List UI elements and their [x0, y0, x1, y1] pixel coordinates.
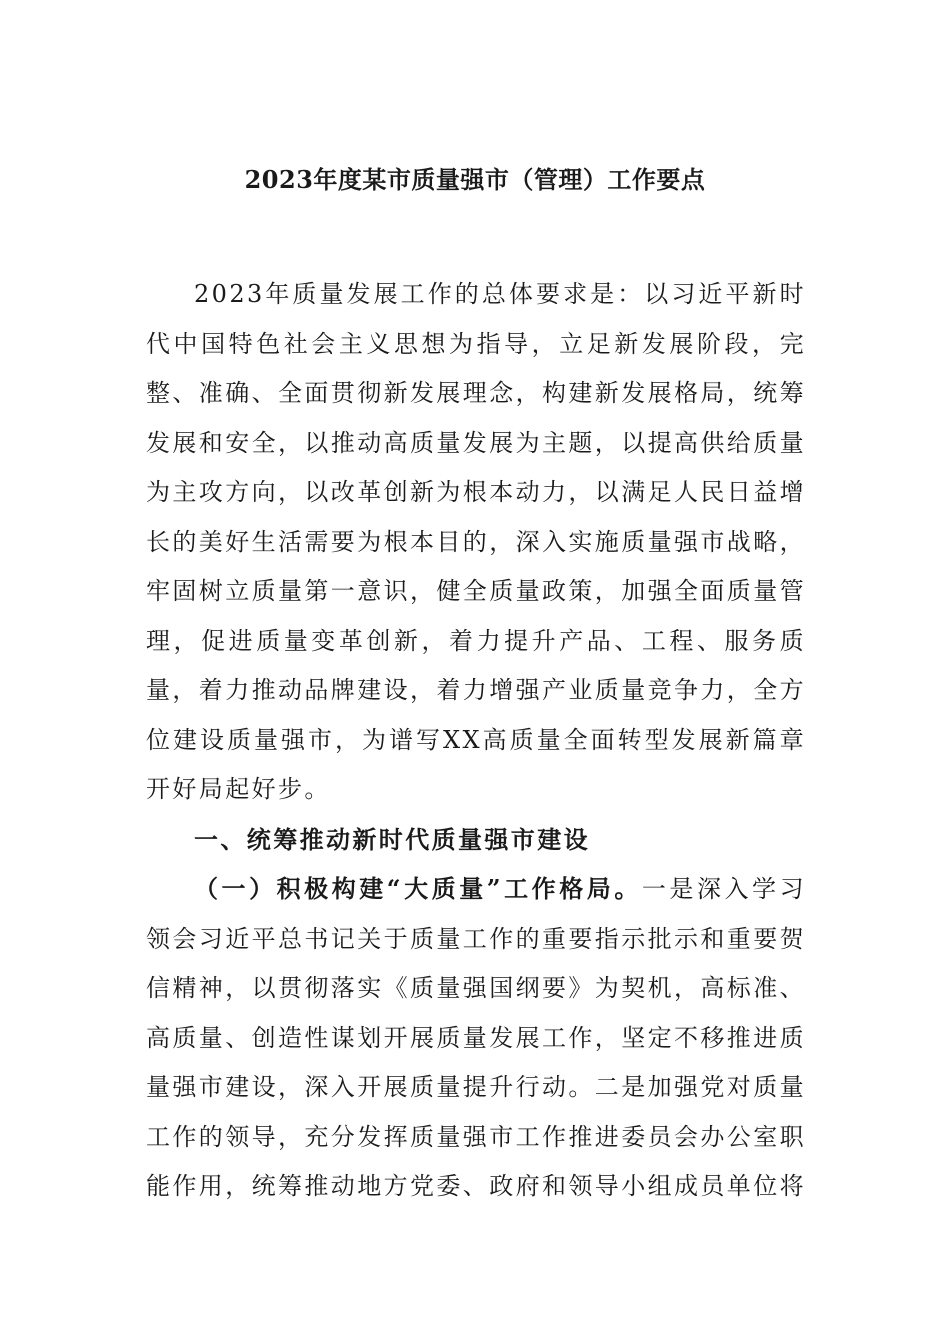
- subsection-lead-1: （一）积极构建“大质量”工作格局。: [194, 874, 642, 903]
- document-title: 2023年度某市质量强市（管理）工作要点: [244, 165, 706, 194]
- subsection-text-1: 一是深入学习领会习近平总书记关于质量工作的重要指示批示和重要贺信精神，以贯彻落实《质量强国纲要》为契机，高标准、高质量、创造性谋划开展质量发展工作，坚定不移推进质量强市建设，深入开展质量提升行动。二是加强党对质量工作的领导，充分发挥质量强市工作推进委员会办公室职能作用，统筹推动地方党委、政府和领导小组成员单位将: [146, 875, 806, 1200]
- section-heading-1: 一、统筹推动新时代质量强市建设: [194, 824, 590, 854]
- document-body: [146, 270, 806, 1212]
- subsection-paragraph-1: [146, 864, 806, 1212]
- intro-paragraph: 2023年质量发展工作的总体要求是：以习近平新时代中国特色社会主义思想为指导，立足新发展阶段，完整、准确、全面贯彻新发展理念，构建新发展格局，统筹发展和安全，以推动高质量发展为主题，以提高供给质量为主攻方向，以改革创新为根本动力，以满足人民日益增长的美好生活需要为根本目的，深入实施质量强市战略，牢固树立质量第一意识，健全质量政策，加强全面质量管理，促进质量变革创新，着力提升产品、工程、服务质量，着力推动品牌建设，着力增强产业质量竞争力，全方位建设质量强市，为谱写XX高质量全面转型发展新篇章开好局起好步。: [146, 280, 806, 803]
